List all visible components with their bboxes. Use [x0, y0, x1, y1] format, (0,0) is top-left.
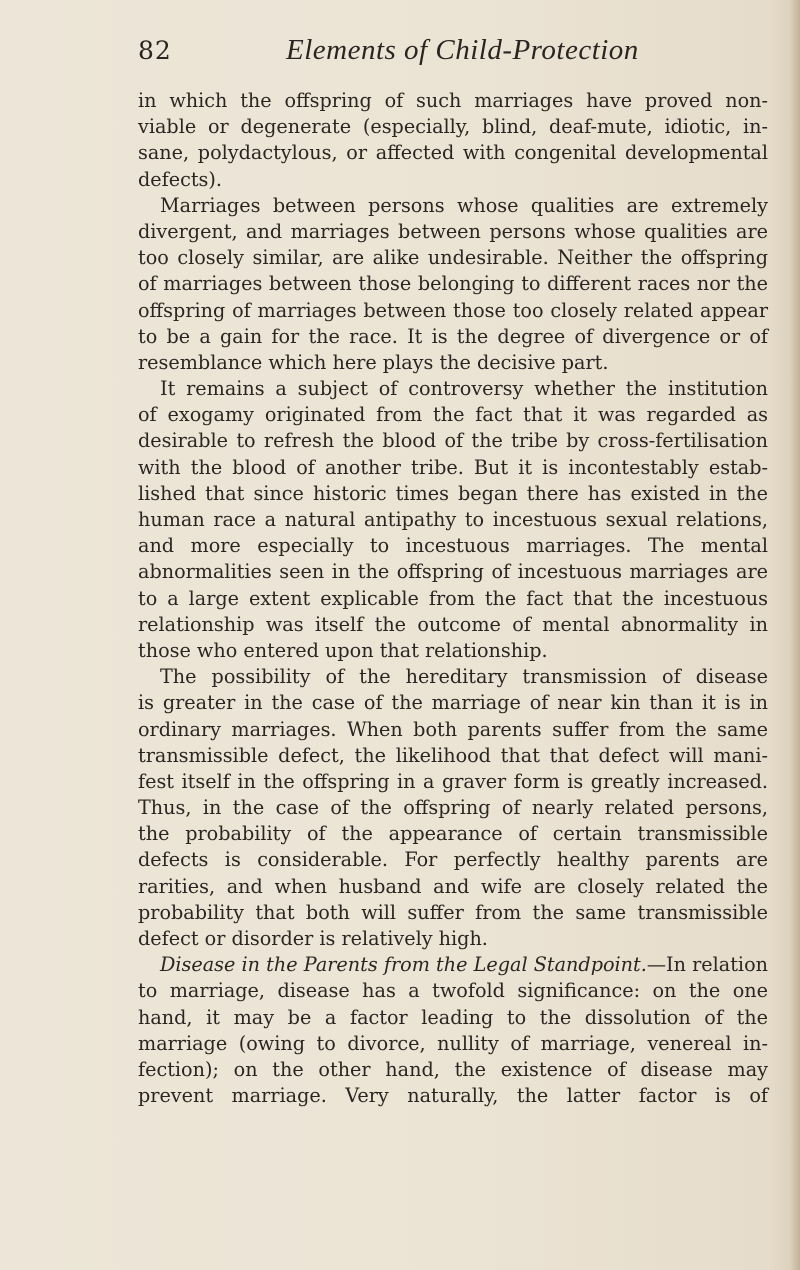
text-line: Thus, in the case of the offspring of nearly related persons,	[138, 796, 768, 820]
text-line: abnormalities seen in the offspring of incestuous marriages are	[138, 560, 768, 584]
text-line: transmissible defect, the likelihood that that defect will mani-	[138, 743, 768, 767]
text-line: of marriages between those belonging to different races nor the	[138, 272, 768, 296]
running-title: Elements of Child-Protection	[286, 34, 639, 66]
text-line: of exogamy originated from the fact that it was regarded as	[138, 403, 768, 427]
text-line: It remains a subject of controversy whether the institution	[160, 377, 768, 401]
text-line-rest: —In relation	[646, 953, 768, 977]
text-line: offspring of marriages between those too closely related appear	[138, 298, 768, 322]
text-line: rarities, and when husband and wife are closely related the	[138, 874, 768, 898]
text-line: to a large extent explicable from the fact that the incestuous	[138, 586, 768, 610]
text-line	[138, 952, 768, 978]
text-line: with the blood of another tribe. But it is incontestably estab-	[138, 455, 768, 479]
text-line: probability that both will suffer from the same transmissible	[138, 900, 768, 924]
text-line: The possibility of the hereditary transmission of disease	[160, 665, 768, 689]
text-line: marriage (owing to divorce, nullity of marriage, venereal in-	[138, 1031, 768, 1055]
text-line: viable or degenerate (especially, blind, deaf-mute, idiotic, in-	[138, 115, 768, 139]
page-number: 82	[138, 36, 172, 65]
text-line: those who entered upon that relationship.	[138, 638, 548, 662]
section-heading: Disease in the Parents from the Legal Standpoint.	[160, 953, 647, 977]
text-line: defect or disorder is relatively high.	[138, 927, 488, 950]
text-line: Marriages between persons whose qualities are extremely	[160, 193, 768, 217]
text-line: sane, polydactylous, or affected with congenital developmental	[138, 141, 768, 165]
body-text	[138, 88, 768, 1109]
text-line: prevent marriage. Very naturally, the latter factor is of	[138, 1084, 768, 1108]
text-line: resemblance which here plays the decisive part.	[138, 350, 609, 374]
text-line: defects is considerable. For perfectly healthy parents are	[138, 848, 768, 872]
text-line: the probability of the appearance of certain transmissible	[138, 822, 768, 846]
text-line: lished that since historic times began there has existed in the	[138, 481, 768, 505]
text-line: to be a gain for the race. It is the degree of divergence or of	[138, 324, 768, 348]
text-line: is greater in the case of the marriage of near kin than it is in	[138, 691, 768, 715]
text-line: desirable to refresh the blood of the tribe by cross-fertilisation	[138, 429, 768, 453]
text-line: hand, it may be a factor leading to the dissolution of the	[138, 1005, 768, 1029]
text-line: ordinary marriages. When both parents suffer from the same	[138, 717, 768, 741]
text-line: too closely similar, are alike undesirable. Neither the offspring	[138, 246, 768, 270]
text-line: divergent, and marriages between persons whose qualities are	[138, 219, 768, 243]
text-line: fection); on the other hand, the existence of disease may	[138, 1057, 768, 1081]
text-line: to marriage, disease has a twofold significance: on the one	[138, 979, 768, 1003]
text-line: relationship was itself the outcome of mental abnormality in	[138, 612, 768, 636]
text-line: defects).	[138, 167, 222, 191]
text-line: and more especially to incestuous marriages. The mental	[138, 534, 768, 558]
text-line: in which the offspring of such marriages have proved non-	[138, 89, 768, 112]
running-head	[138, 36, 798, 76]
page-edge-shadow	[790, 0, 800, 1270]
text-line: fest itself in the offspring in a graver form is greatly increased.	[138, 769, 768, 793]
text-line: human race a natural antipathy to incestuous sexual relations,	[138, 508, 768, 531]
